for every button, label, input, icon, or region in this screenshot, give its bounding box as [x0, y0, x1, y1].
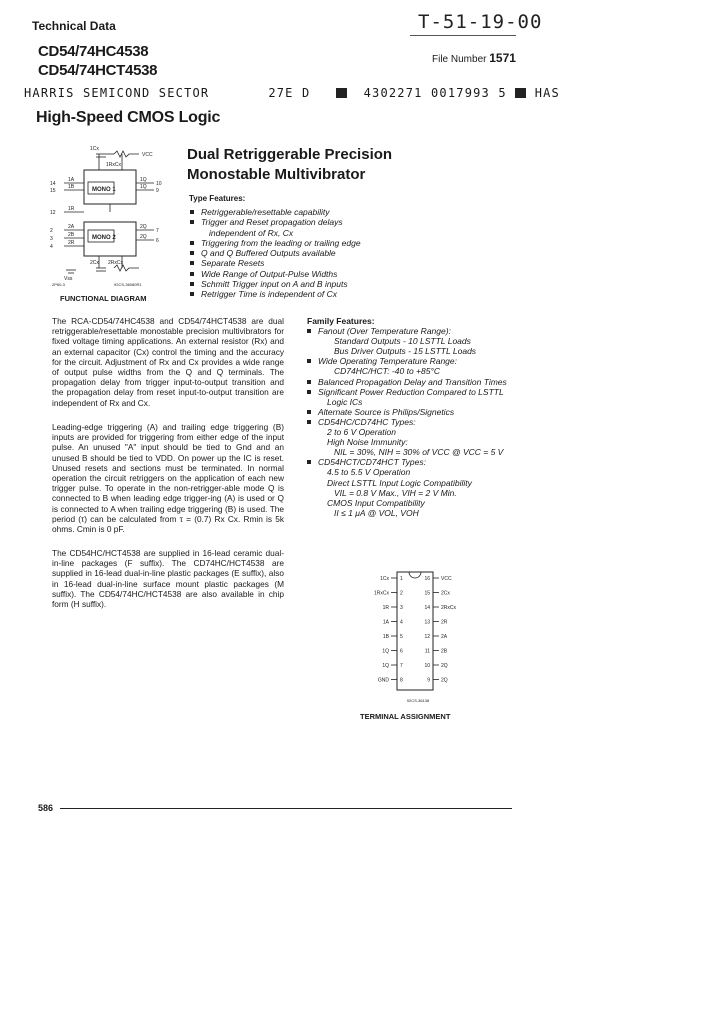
terminal-assignment-caption: TERMINAL ASSIGNMENT: [360, 712, 451, 721]
harris-code: 27E D: [268, 86, 311, 100]
handwritten-stamp: T-51-19-00: [418, 11, 543, 33]
page-number: 586: [38, 803, 54, 813]
mono-1-label: MONO 1: [92, 187, 116, 193]
diagram-code-2: 2P60-3: [52, 282, 65, 287]
diagram-label-1cx: 1Cx: [90, 146, 99, 152]
black-box-icon: [515, 88, 526, 98]
body-paragraph-1: The RCA-CD54/74HC4538 and CD54/74HCT4538 are dual retriggerable/resettable monostable precision multivibrators for fixed voltage timing applications. An external resistor (Rx) and an external capacitor (Cx) control the timing and the accuracy for the circuit. Adjustment of Rx and Cx provides a wide range of output pulse widths from the Q and Q terminals. The propagation delay from trigger input-to-output transition and the propagation delay from reset input-to-output transition are independent of Rx and Cx.: [52, 316, 284, 408]
pin-number-left: 5: [400, 634, 403, 640]
list-item: Triggering from the leading or trailing edge: [190, 238, 400, 248]
diagram-code-1: 92CS-36080R1: [114, 282, 142, 287]
diagram-label-2q-bar: 2Q: [140, 234, 147, 240]
diagram-pin: 14: [50, 181, 56, 187]
family-features-heading: Family Features:: [307, 316, 375, 326]
mono-2-label: MONO 2: [92, 235, 116, 241]
pin-number-left: 7: [400, 663, 403, 669]
list-item: NIL = 30%, NIH = 30% of VCC @ VCC = 5 V: [334, 447, 504, 458]
pin-label-left: 1R: [382, 605, 389, 611]
list-item: independent of Rx, Cx: [209, 227, 294, 238]
diagram-pin: 6: [156, 238, 159, 244]
list-item: CD54HC/CD74HC Types:: [307, 417, 547, 427]
product-title-line1: Dual Retriggerable Precision: [187, 146, 393, 163]
diagram-label-1a: 1A: [68, 177, 75, 183]
pin-number-right: 10: [424, 663, 430, 669]
pin-label-left: GND: [377, 677, 389, 684]
pin-label-left: 1Q: [382, 663, 389, 669]
list-item: High Noise Immunity:: [327, 437, 408, 448]
pin-label-left: 1Q: [382, 648, 389, 655]
diagram-pin: 2: [50, 228, 53, 234]
diagram-label-1q-bar: 1Q: [140, 184, 147, 190]
harris-company: HARRIS SEMICOND SECTOR: [24, 86, 210, 100]
list-item: 2 to 6 V Operation: [327, 427, 396, 438]
pin-number-right: 15: [424, 590, 430, 597]
file-number: [432, 51, 516, 65]
list-item: CMOS Input Compatibility: [327, 497, 425, 508]
pin-label-left: 1RxCx: [373, 590, 389, 597]
harris-number: 4302271 0017993 5: [363, 86, 507, 100]
harris-suffix: HAS: [534, 86, 560, 100]
diagram-pin: 9: [156, 188, 159, 194]
list-item: Bus Driver Outputs - 15 LSTTL Loads: [334, 346, 477, 357]
part-number-2: CD54/74HCT4538: [38, 62, 158, 79]
pin-label-left: 1A: [382, 619, 389, 626]
list-item: Direct LSTTL Input Logic Compatibility: [327, 477, 472, 488]
functional-diagram: [44, 140, 174, 292]
pin-number-left: 6: [400, 648, 403, 655]
pin-label-right: 2A: [441, 634, 448, 640]
list-item: Fanout (Over Temperature Range):: [307, 326, 547, 336]
pin-number-left: 8: [400, 677, 403, 684]
pin-number-right: 12: [424, 634, 430, 640]
terminal-assignment-diagram: [360, 568, 470, 708]
body-paragraph-3: The CD54HC/HCT4538 are supplied in 16-lead ceramic dual-in-line packages (F suffix). The CD74HC/HCT4538 are supplied in 16-lead dual-in-line plastic packages (E suffix), also in 16-lead dual-in-line surface mount plastic packages (M suffix). The CD54/74HC/HCT4538 are also available in chip form (H suffix).: [52, 548, 284, 610]
pin-label-right: 2Cx: [441, 590, 450, 597]
pin-number-right: 13: [424, 619, 430, 626]
list-item: Wide Range of Output-Pulse Widths: [190, 269, 400, 279]
diagram-pin: 3: [50, 236, 53, 242]
file-number-label: File Number: [432, 54, 487, 65]
pin-number-left: 4: [400, 619, 403, 626]
functional-diagram-caption: FUNCTIONAL DIAGRAM: [60, 294, 147, 303]
black-box-icon: [336, 88, 347, 98]
pin-label-right: 2R: [441, 619, 448, 626]
list-item: 4.5 to 5.5 V Operation: [327, 467, 411, 478]
list-item: Alternate Source is Philips/Signetics: [307, 407, 547, 417]
pin-number-right: 14: [424, 605, 430, 611]
terminal-code: 92CS-36138: [406, 698, 430, 703]
type-features-heading: Type Features:: [189, 194, 246, 203]
logic-family-title: High-Speed CMOS Logic: [36, 109, 221, 126]
technical-data-label: Technical Data: [32, 19, 116, 33]
list-item: II ≤ 1 μA @ VOL, VOH: [334, 507, 419, 518]
ic-notch: [409, 572, 421, 578]
diagram-pin: 15: [50, 188, 56, 194]
list-item: Schmitt Trigger input on A and B inputs: [190, 279, 400, 289]
body-paragraph-2: Leading-edge triggering (A) and trailing edge triggering (B) inputs are provided for triggering from either edge of the input pulse. An unused "A" input should be tied to Gnd and an unused B should be tied to VDD. On power up the IC is reset. Unused resets and sections must be terminated. In normal operation the circuit retriggers on the application of each new trigger pulse. To operate in the non-retrigger-able mode Q is connected to B when leading edge trigger-ing (A) is used or Q is connected to A when trailing edge triggering (B) is used. The period (τ) can be calculated from τ = (0.7) Rx Cx. Rmin is 5k ohms. Cmin is 0 pF.: [52, 422, 284, 535]
diagram-label-2rxcx: 2RxCx: [108, 260, 124, 266]
diagram-label-1q: 1Q: [140, 177, 147, 183]
list-item: CD54HCT/CD74HCT Types:: [307, 457, 547, 467]
list-item: Retrigger Time is independent of Cx: [190, 289, 400, 299]
pin-number-left: 3: [400, 605, 403, 611]
pin-label-right: 2B: [441, 648, 448, 655]
list-item: Wide Operating Temperature Range:: [307, 356, 547, 366]
list-item: Balanced Propagation Delay and Transition Times: [307, 377, 547, 387]
pin-label-right: 2Q: [441, 663, 448, 669]
diagram-label-1r: 1R: [68, 206, 75, 212]
part-number-1: CD54/74HC4538: [38, 43, 149, 60]
family-features-list: [307, 316, 547, 518]
pin-label-right: 2Q: [441, 677, 448, 684]
pin-label-left: 1Cx: [380, 576, 389, 582]
pin-label-left: 1B: [382, 634, 389, 640]
pin-number-right: 9: [427, 677, 430, 684]
list-item: Significant Power Reduction Compared to LSTTL: [307, 387, 547, 397]
diagram-label-vss: Vss: [64, 276, 73, 282]
diagram-label-2b: 2B: [68, 232, 75, 238]
list-item: Retriggerable/resettable capability: [190, 207, 400, 217]
list-item: VIL = 0.8 V Max., VIH = 2 V Min.: [334, 487, 457, 498]
pin-number-right: 11: [424, 648, 430, 655]
list-item: Q and Q Buffered Outputs available: [190, 248, 400, 258]
diagram-pin: 7: [156, 228, 159, 234]
pin-number-right: 16: [424, 576, 430, 582]
list-item: Logic ICs: [327, 396, 363, 407]
product-title-line2: Monostable Multivibrator: [187, 166, 366, 183]
diagram-label-vcc: VCC: [142, 152, 153, 158]
footer-rule: [60, 808, 512, 809]
pin-number-left: 2: [400, 590, 403, 597]
diagram-pin: 12: [50, 210, 56, 216]
harris-sector-line: [24, 86, 560, 100]
diagram-pin: 4: [50, 244, 53, 250]
type-features-list: [190, 207, 400, 300]
list-item: CD74HC/HCT: -40 to +85°C: [334, 366, 440, 377]
pin-label-right: VCC: [441, 576, 452, 582]
diagram-pin: 10: [156, 181, 162, 187]
file-number-value: 1571: [489, 51, 516, 65]
diagram-label-2r: 2R: [68, 240, 75, 246]
pin-label-right: 2RxCx: [441, 605, 457, 611]
list-item: Trigger and Reset propagation delays: [190, 217, 400, 227]
diagram-label-1rxcx: 1RxCx: [106, 162, 122, 168]
diagram-label-1b: 1B: [68, 184, 75, 190]
list-item: Standard Outputs - 10 LSTTL Loads: [334, 336, 471, 347]
list-item: Separate Resets: [190, 258, 400, 268]
diagram-label-2a: 2A: [68, 224, 75, 230]
diagram-label-2q: 2Q: [140, 224, 147, 230]
pin-number-left: 1: [400, 576, 403, 582]
stamp-underline: [410, 35, 516, 36]
diagram-label-2cx: 2Cx: [90, 260, 99, 266]
